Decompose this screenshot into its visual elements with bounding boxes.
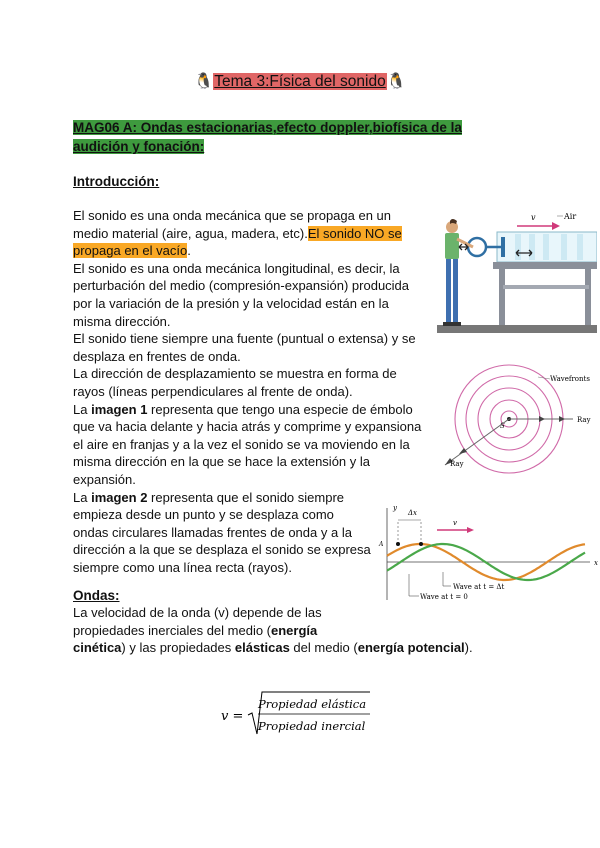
ray-label: Ray (450, 460, 464, 468)
amplitude-label: A (379, 541, 384, 548)
text-line: siempre como una línea recta (rayos). (73, 559, 292, 575)
x-label: x (594, 559, 598, 567)
source-label: S (500, 422, 505, 430)
floor (437, 325, 597, 333)
text-line: medio material (aire, agua, madera, etc).El sonido NO se (73, 225, 402, 241)
section-subtitle: MAG06 A: Ondas estacionarias,efecto doppler,biofísica de la audición y fonación: (73, 120, 462, 154)
text-line: La imagen 2 representa que el sonido siempre (73, 489, 344, 505)
v-label: v (531, 213, 536, 222)
table-top (493, 262, 597, 269)
text-line: El sonido es una onda mecánica que se propaga en un (73, 208, 392, 223)
penguin-icon: 🐧 (386, 73, 407, 90)
dx-label: Δx (408, 509, 418, 517)
wavefronts-label: Wavefronts (550, 375, 590, 383)
text-line: ondas circulares llamadas frentes de onda y a la (73, 524, 352, 540)
formula-denominator: Propiedad inercial (258, 719, 366, 733)
text-line: el aire en franjas y a la vez el sonido se va moviendo en la (73, 436, 410, 452)
ray-label: Ray (577, 416, 591, 424)
page-title (0, 72, 600, 91)
wave-t1-label: Wave at t = Δt (453, 583, 505, 591)
text-line: cinética) y las propiedades elásticas del medio (energía potencial). (73, 640, 473, 656)
wavefronts-figure (423, 362, 600, 477)
text-line: misma dirección en la que se hace la extensión y la (73, 454, 370, 470)
ray-diagonal (445, 419, 509, 465)
intro-heading: Introducción: (73, 174, 160, 189)
sine-wave-figure (375, 500, 600, 615)
text-line: que va hacia delante y hacia atrás y comprime y expansiona (73, 419, 422, 435)
text-line: El sonido tiene siempre una fuente (puntual o extensa) y se (73, 331, 416, 347)
wave-t0-label: Wave at t = 0 (420, 593, 468, 601)
crest-dot (419, 542, 423, 546)
text-line: La velocidad de la onda (v) depende de las (73, 605, 322, 620)
text-line: empieza desde un punto y se desplaza como (73, 507, 334, 523)
highlight-text: propaga en el vacío (73, 243, 188, 259)
text-line: La dirección de desplazamiento se muestra en forma de (73, 366, 397, 382)
ondas-heading: Ondas: (73, 588, 120, 603)
person-shirt (445, 233, 459, 259)
formula-numerator: Propiedad elástica (258, 697, 367, 711)
text-line: El sonido es una onda mecánica longitudinal, es decir, la (73, 260, 400, 276)
text-line: La imagen 1 representa que tengo una especie de émbolo (73, 401, 413, 417)
text-line: propiedades inerciales del medio (energía (73, 622, 318, 638)
velocity-formula (215, 688, 380, 740)
penguin-icon: 🐧 (193, 73, 214, 90)
piston-tube-figure (437, 205, 597, 335)
highlight-text: El sonido NO se (307, 225, 402, 241)
text-line: expansión. (73, 471, 136, 487)
text-line: misma dirección. (73, 313, 171, 329)
v-label: v (453, 519, 457, 527)
text-line: propaga en el vacío. (73, 243, 191, 259)
text-line: por la variación de la presión y la velocidad están en la (73, 295, 389, 311)
title-text: Tema 3:Física del sonido (214, 73, 386, 90)
text-line: desplaza en frentes de onda. (73, 348, 241, 364)
intro-text-block (73, 207, 423, 576)
text-line: dirección a la que se desplaza el sonido se expresa (73, 542, 371, 558)
text-line: rayos (líneas perpendiculares al frente de onda). (73, 383, 353, 399)
formula-lhs: v = (221, 709, 244, 724)
text-line: perturbación del medio (compresión-expansión) producida (73, 278, 410, 294)
air-label: Air (564, 212, 577, 221)
y-label: y (393, 504, 397, 512)
crest-dot (396, 542, 400, 546)
